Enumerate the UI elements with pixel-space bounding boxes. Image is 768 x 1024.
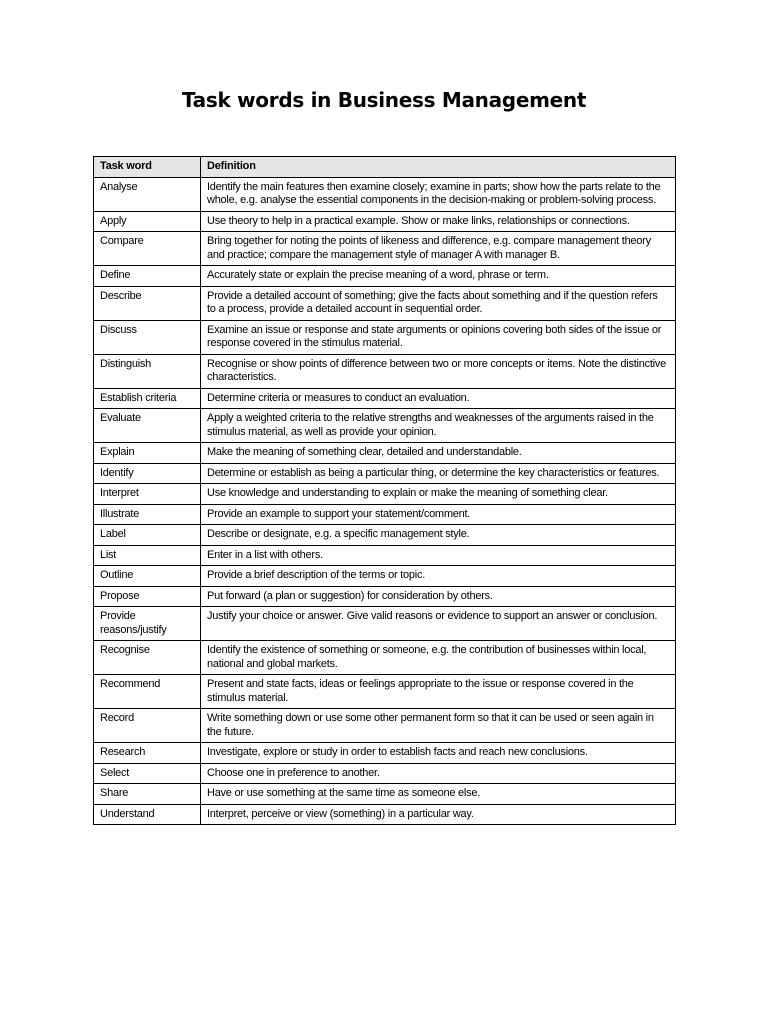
task-word-cell: Select bbox=[94, 763, 201, 784]
definition-cell: Justify your choice or answer. Give valid reasons or evidence to support an answer or conclusion. bbox=[201, 607, 676, 641]
definition-cell: Bring together for noting the points of likeness and difference, e.g. compare management theory and practice; compare the management style of manager A with manager B. bbox=[201, 232, 676, 266]
table-row bbox=[94, 504, 676, 525]
task-word-cell: Label bbox=[94, 525, 201, 546]
table-row bbox=[94, 266, 676, 287]
task-word-cell: Recognise bbox=[94, 641, 201, 675]
task-word-cell: Recommend bbox=[94, 675, 201, 709]
definition-cell: Interpret, perceive or view (something) in a particular way. bbox=[201, 804, 676, 825]
task-word-cell: Identify bbox=[94, 463, 201, 484]
definition-cell: Identify the main features then examine closely; examine in parts; show how the parts relate to the whole, e.g. analyse the essential components in the decision-making or problem-solving process. bbox=[201, 177, 676, 211]
definition-cell: Have or use something at the same time as someone else. bbox=[201, 784, 676, 805]
table-row bbox=[94, 354, 676, 388]
table-row bbox=[94, 784, 676, 805]
definition-cell: Apply a weighted criteria to the relative strengths and weaknesses of the arguments raised in the stimulus material, as well as provide your opinion. bbox=[201, 409, 676, 443]
table-row bbox=[94, 607, 676, 641]
task-word-cell: Provide reasons/justify bbox=[94, 607, 201, 641]
header-definition: Definition bbox=[201, 157, 676, 178]
definition-cell: Use knowledge and understanding to explain or make the meaning of something clear. bbox=[201, 484, 676, 505]
definition-cell: Investigate, explore or study in order to establish facts and reach new conclusions. bbox=[201, 743, 676, 764]
table-row bbox=[94, 641, 676, 675]
task-word-cell: Record bbox=[94, 709, 201, 743]
task-word-cell: Establish criteria bbox=[94, 388, 201, 409]
task-word-cell: Discuss bbox=[94, 320, 201, 354]
definition-cell: Provide an example to support your statement/comment. bbox=[201, 504, 676, 525]
table-row bbox=[94, 763, 676, 784]
table-row bbox=[94, 586, 676, 607]
definition-cell: Examine an issue or response and state arguments or opinions covering both sides of the issue or response covered in the stimulus material. bbox=[201, 320, 676, 354]
task-word-cell: Understand bbox=[94, 804, 201, 825]
task-word-cell: Analyse bbox=[94, 177, 201, 211]
table-row bbox=[94, 443, 676, 464]
task-word-cell: Distinguish bbox=[94, 354, 201, 388]
task-word-cell: Propose bbox=[94, 586, 201, 607]
task-word-cell: Define bbox=[94, 266, 201, 287]
table-row bbox=[94, 211, 676, 232]
definition-cell: Use theory to help in a practical example. Show or make links, relationships or connections. bbox=[201, 211, 676, 232]
task-word-cell: Share bbox=[94, 784, 201, 805]
task-words-table bbox=[93, 156, 676, 825]
table-row bbox=[94, 675, 676, 709]
table-body bbox=[94, 177, 676, 825]
task-word-cell: List bbox=[94, 545, 201, 566]
table-row bbox=[94, 743, 676, 764]
table-row bbox=[94, 804, 676, 825]
table-row bbox=[94, 388, 676, 409]
task-word-cell: Evaluate bbox=[94, 409, 201, 443]
definition-cell: Recognise or show points of difference between two or more concepts or items. Note the distinctive characteristics. bbox=[201, 354, 676, 388]
task-word-cell: Explain bbox=[94, 443, 201, 464]
table-row bbox=[94, 232, 676, 266]
table-row bbox=[94, 286, 676, 320]
definition-cell: Write something down or use some other permanent form so that it can be used or seen again in the future. bbox=[201, 709, 676, 743]
table-row bbox=[94, 709, 676, 743]
definition-cell: Identify the existence of something or someone, e.g. the contribution of businesses within local, national and global markets. bbox=[201, 641, 676, 675]
definition-cell: Determine or establish as being a particular thing, or determine the key characteristics or features. bbox=[201, 463, 676, 484]
task-word-cell: Illustrate bbox=[94, 504, 201, 525]
table-row bbox=[94, 177, 676, 211]
task-word-cell: Apply bbox=[94, 211, 201, 232]
task-word-cell: Describe bbox=[94, 286, 201, 320]
task-word-cell: Outline bbox=[94, 566, 201, 587]
definition-cell: Provide a brief description of the terms or topic. bbox=[201, 566, 676, 587]
definition-cell: Present and state facts, ideas or feelings appropriate to the issue or response covered in the stimulus material. bbox=[201, 675, 676, 709]
definition-cell: Make the meaning of something clear, detailed and understandable. bbox=[201, 443, 676, 464]
definition-cell: Describe or designate, e.g. a specific management style. bbox=[201, 525, 676, 546]
table-row bbox=[94, 566, 676, 587]
definition-cell: Provide a detailed account of something; give the facts about something and if the question refers to a process, provide a detailed account in sequential order. bbox=[201, 286, 676, 320]
table-row bbox=[94, 463, 676, 484]
task-word-cell: Research bbox=[94, 743, 201, 764]
table-row bbox=[94, 545, 676, 566]
task-word-cell: Interpret bbox=[94, 484, 201, 505]
definition-cell: Enter in a list with others. bbox=[201, 545, 676, 566]
task-word-cell: Compare bbox=[94, 232, 201, 266]
definition-cell: Determine criteria or measures to conduct an evaluation. bbox=[201, 388, 676, 409]
table-row bbox=[94, 484, 676, 505]
header-task-word: Task word bbox=[94, 157, 201, 178]
table-row bbox=[94, 320, 676, 354]
definition-cell: Put forward (a plan or suggestion) for consideration by others. bbox=[201, 586, 676, 607]
table-header-row bbox=[94, 157, 676, 178]
definition-cell: Choose one in preference to another. bbox=[201, 763, 676, 784]
table-row bbox=[94, 409, 676, 443]
table-row bbox=[94, 525, 676, 546]
page-title: Task words in Business Management bbox=[181, 88, 587, 112]
definition-cell: Accurately state or explain the precise meaning of a word, phrase or term. bbox=[201, 266, 676, 287]
